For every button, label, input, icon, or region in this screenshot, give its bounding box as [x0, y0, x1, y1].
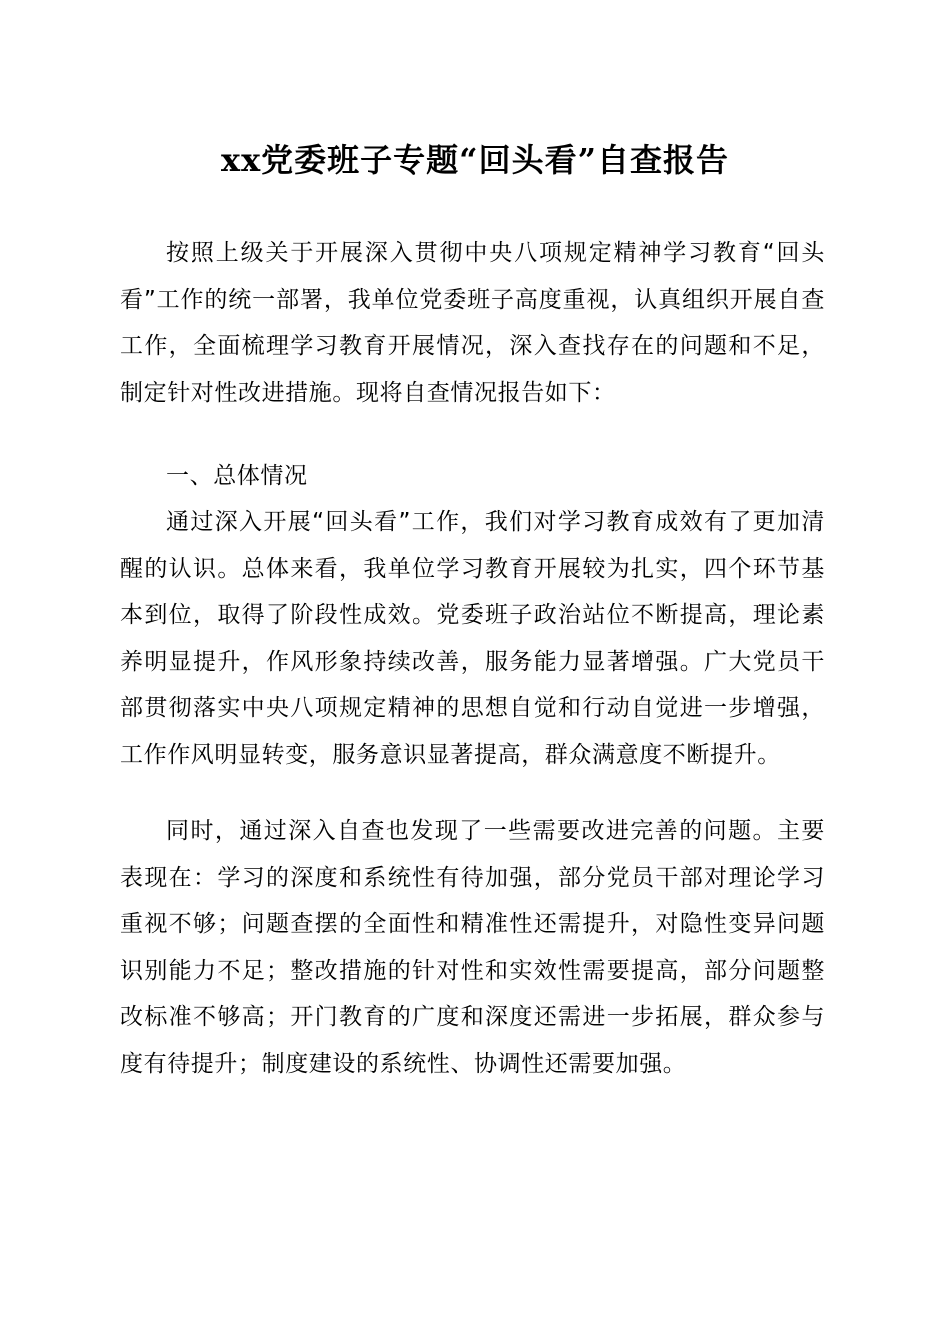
problems-paragraph: 同时，通过深入自查也发现了一些需要改进完善的问题。主要表现在：学习的深度和系统性有待加强，部分党员干部对理论学习重视不够；问题查摆的全面性和精准性还需提升，对隐性变异问题识别能力不足；整改措施的针对性和实效性需要提高，部分问题整改标准不够高；开门教育的广度和深度还需进一步拓展，群众参与度有待提升；制度建设的系统性、协调性还需要加强。	[120, 818, 825, 1077]
intro-paragraph: 按照上级关于开展深入贯彻中央八项规定精神学习教育“回头看”工作的统一部署，我单位党委班子高度重视，认真组织开展自查工作，全面梳理学习教育开展情况，深入查找存在的问题和不足，制定针对性改进措施。现将自查情况报告如下：	[120, 240, 825, 406]
page-title: xx党委班子专题“回头看”自查报告	[221, 141, 729, 179]
overview-paragraph: 通过深入开展“回头看”工作，我们对学习教育成效有了更加清醒的认识。总体来看，我单位学习教育开展较为扎实，四个环节基本到位，取得了阶段性成效。党委班子政治站位不断提高，理论素养明显提升，作风形象持续改善，服务能力显著增强。广大党员干部贯彻落实中央八项规定精神的思想自觉和行动自觉进一步增强，工作作风明显转变，服务意识显著提高，群众满意度不断提升。	[120, 509, 825, 768]
section-heading: 一、总体情况	[166, 463, 308, 489]
